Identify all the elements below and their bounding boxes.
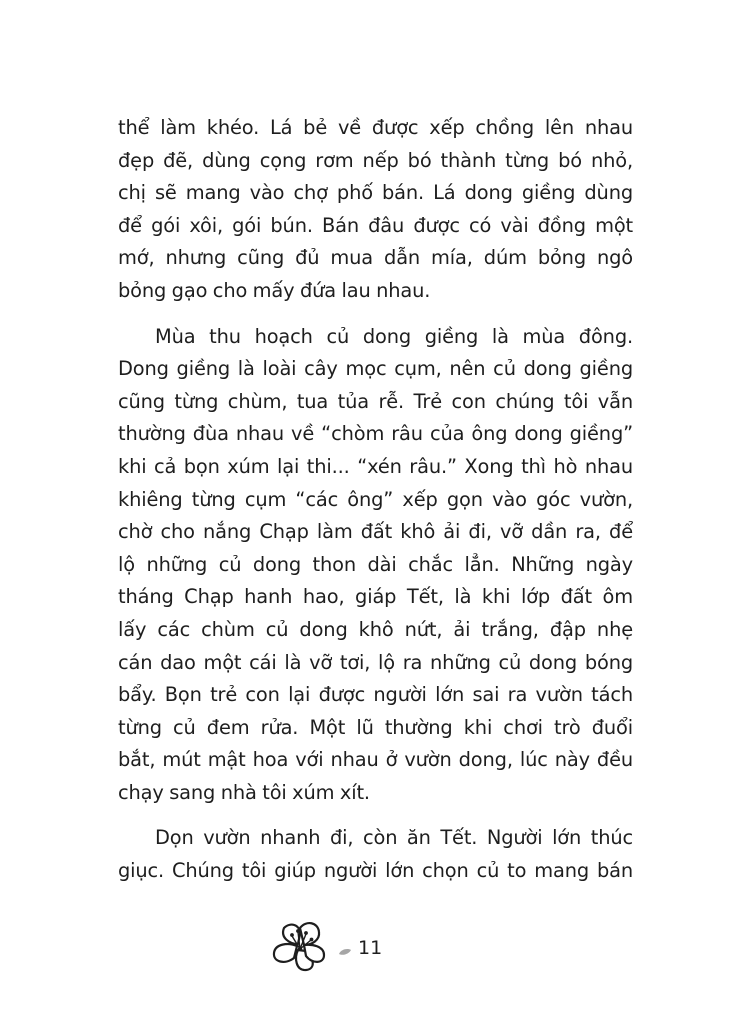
page-footer: [270, 918, 410, 978]
page-number: 11: [358, 937, 383, 959]
text-line: đẹp đẽ, dùng cọng rơm nếp bó thành từng bó nhỏ,: [118, 148, 633, 172]
text-line: tháng Chạp hanh hao, giáp Tết, là khi lớp đất ôm: [118, 585, 633, 609]
text-line: từng củ đem rửa. Một lũ thường khi chơi trò đuổi: [118, 715, 633, 739]
text-line: thể làm khéo. Lá bẻ về được xếp chồng lên nhau: [118, 116, 633, 139]
text-line: khiêng từng cụm “các ông” xếp gọn vào góc vườn,: [118, 487, 633, 511]
text-line: lấy các chùm củ dong khô nứt, ải trắng, đập nhẹ: [118, 617, 633, 641]
text-line: bắt, mút mật hoa với nhau ở vườn dong, lúc này đều: [118, 748, 633, 772]
text-line: để gói xôi, gói bún. Bán đâu được có vài đồng một: [118, 213, 633, 237]
text-line: khi cả bọn xúm lại thi... “xén râu.” Xong thì hò nhau: [118, 454, 633, 478]
paragraph-3: [118, 822, 633, 887]
plum-blossom-icon: [270, 918, 328, 974]
paragraph-2: [118, 321, 633, 810]
text-line: chờ cho nắng Chạp làm đất khô ải đi, vỡ dần ra, để: [118, 520, 633, 544]
body-text: [118, 112, 633, 901]
text-line: chị sẽ mang vào chợ phố bán. Lá dong giềng dùng: [118, 181, 633, 205]
text-line: chạy sang nhà tôi xúm xít.: [118, 780, 370, 804]
text-line: giục. Chúng tôi giúp người lớn chọn củ to mang bán: [118, 859, 633, 883]
text-line: lộ những củ dong thon dài chắc lẳn. Những ngày: [118, 552, 633, 576]
text-line: bỏng gạo cho mấy đứa lau nhau.: [118, 278, 431, 302]
text-line: mớ, nhưng cũng đủ mua dẫn mía, dúm bỏng ngô: [118, 246, 633, 270]
paragraph-1: [118, 112, 633, 308]
text-line: thường đùa nhau về “chòm râu của ông dong giềng”: [118, 422, 633, 446]
text-line: bẩy. Bọn trẻ con lại được người lớn sai ra vườn tách: [118, 683, 633, 707]
text-line: cán dao một cái là vỡ tơi, lộ ra những củ dong bóng: [118, 650, 633, 674]
text-line: Mùa thu hoạch củ dong giềng là mùa đông.: [155, 324, 633, 348]
text-line: Dọn vườn nhanh đi, còn ăn Tết. Người lớn thúc: [155, 826, 633, 850]
text-line: Dong giềng là loài cây mọc cụm, nên củ dong giềng: [118, 357, 633, 381]
petal-ornament-icon: [338, 948, 352, 956]
text-line: cũng từng chùm, tua tủa rễ. Trẻ con chúng tôi vẫn: [118, 389, 633, 413]
